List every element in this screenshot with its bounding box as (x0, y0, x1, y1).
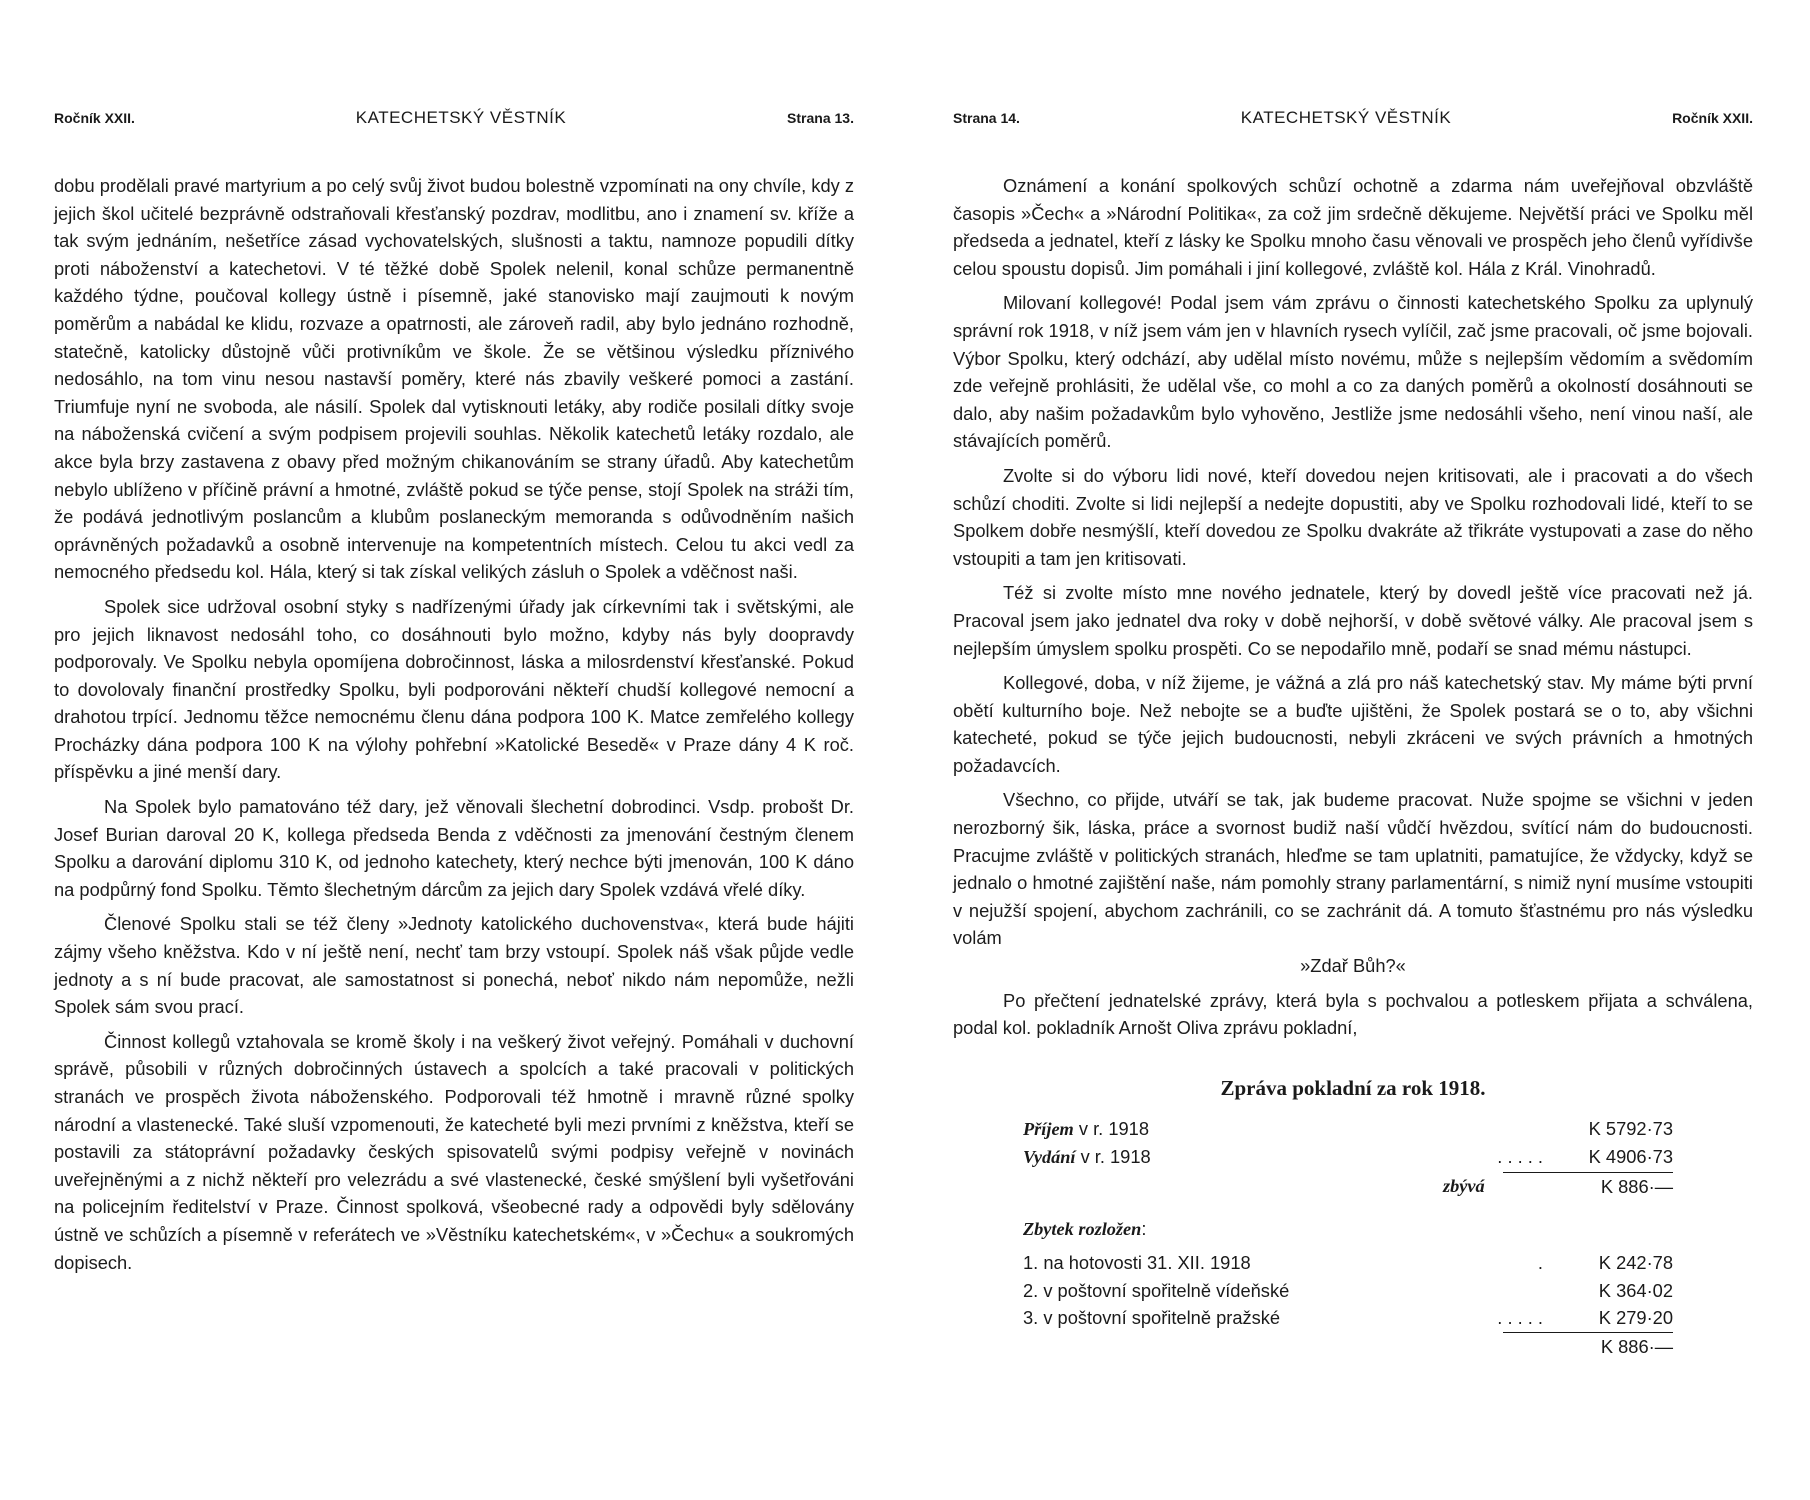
breakdown-row (1023, 1249, 1673, 1277)
header-page-number: Strana 14. (953, 110, 1020, 126)
header-volume: Ročník XXII. (1672, 110, 1753, 126)
breakdown-row (1023, 1277, 1673, 1305)
body-text (953, 172, 1753, 1042)
paragraph: Kollegové, doba, v níž žijeme, je vážná a zlá pro náš katechetský stav. My máme býti první obětí kulturního boje. Než nebojte se a buďte ujištěni, že Spolek postará se o to, aby všichni katecheté, pokud se týče jejich budoucnosti, nebyli zkráceni ve svých právních a hmotných požadavcích. (953, 672, 1753, 776)
remainder-label: zbývá (1443, 1176, 1485, 1196)
closing-greeting: »Zdař Bůh?« (1300, 955, 1406, 977)
leader-dots: . . . . . (1497, 1146, 1543, 1168)
expense-amount: K 4906·73 (1588, 1146, 1673, 1168)
page-header (953, 108, 1753, 130)
paragraph: Všechno, co přijde, utváří se tak, jak budeme pracovat. Nuže spojme se všichni v jeden nerozborný šik, láska, práce a svornost budiž naší vůdčí hvězdou, svítící nám do budoucnosti. Pracujme zvláště v politických stranách, hleďme se tam uplatniti, pamatujíce, že vždycky, když se jednalo o hmotné zajištění naše, nám pomohly strany parlamentární, s nimiž nyní musíme vstoupiti v nejužší spojení, abychom zachránili, co se zachránit dá. A tomuto šťastnému pro nás výsledku volám (953, 789, 1753, 949)
report-title: Zpráva pokladní za rok 1918. (1220, 1075, 1486, 1100)
breakdown-heading (1023, 1215, 1673, 1244)
paragraph: Na Spolek bylo pamatováno též dary, jež věnovali šlechetní dobrodinci. Vsdp. probošt Dr. Josef Burian daroval 20 K, kollega předseda Benda z vděčnosti za jmenování čestným členem Spolku a darování diplomu 310 K, od jednoho katechety, který nechce býti jmenován, 100 K dáno na podpůrný fond Spolku. Těmto šlechetným dárcům za jejich dary Spolek vzdává vřelé díky. (54, 796, 854, 900)
breakdown-item-text: 2. v poštovní spořitelně vídeňské (1023, 1279, 1290, 1301)
breakdown-item-text: 1. na hotovosti 31. XII. 1918 (1023, 1252, 1251, 1274)
expense-label-group (1023, 1143, 1151, 1172)
breakdown-label-group (1023, 1215, 1146, 1244)
breakdown-item-text: 3. v poštovní spořitelně pražské (1023, 1307, 1281, 1329)
expense-row (1023, 1143, 1673, 1172)
header-page-number: Strana 13. (787, 110, 854, 126)
expense-label: Vydání (1023, 1147, 1076, 1168)
breakdown-item-amount: K 242·78 (1598, 1252, 1673, 1274)
cash-report-table (1023, 1115, 1673, 1361)
breakdown-item-amount: K 364·02 (1598, 1279, 1673, 1301)
income-label-group (1023, 1115, 1149, 1144)
paragraph: dobu prodělali pravé martyrium a po celý svůj život budou bolestně vzpomínati na ony chvíle, kdy z jejich škol učitelé bezprávně odstraňovali křesťanský pozdrav, modlitbu, ano i znamení sv. kříže a tak svým jednáním, nešetříce zásad vychovatelských, slušnosti a taktu, namnoze popudili dítky proti náboženství a katechetovi. V té těžké době Spolek nelenil, konal schůze permanentně každého týdne, poučoval kollegy ústně i písemně, jaké stanovisko mají zaujmouti k novým poměrům a nabádal ke klidu, rozvaze a opatrnosti, ale zároveň radil, aby bylo jednáno rozhodně, statečně, katolicky důstojně vůči protivníkům ve škole. Že se většinou výsledku příznivého nedosáhlo, na tom vinu nesou nastavší poměry, které nás zbavily veškeré pomoci a zastání. Triumfuje nyní ne svoboda, ale násilí. Spolek dal vytisknouti letáky, aby rodiče posilali dítky svoje na náboženská cvičení a svým podpisem projevili souhlas. Několik katechetů letáky rozdalo, ale akce byla brzy zastavena z obavy před možným chikanováním se strany úřadů. Aby katechetům nebylo ublíženo v příčině právní a hmotné, zvláště pokud se týče pense, stojí Spolek na stráži tím, že podává jednotlivým poslancům a klubům poslaneckým memoranda s odůvodněním našich oprávněných požadavků a osobně intervenuje na kompetentních místech. Celou tu akci vedl za nemocného předsedu kol. Hála, který si tak získal velikých zásluh o Spolek a vděčnost naši. (54, 175, 854, 583)
breakdown-item-amount: K 279·20 (1598, 1307, 1673, 1329)
breakdown-row (1023, 1304, 1673, 1332)
remainder-amount: K 886·— (1600, 1176, 1673, 1197)
header-journal-title: KATECHETSKÝ VĚSTNÍK (355, 108, 567, 127)
paragraph: Též si zvolte místo mne nového jednatele, který by dovedl ještě více pracovati než já. Pracoval jsem jako jednatel dva roky v době nejhorší, v době světové války. Ale pracoval jsem s nejlepším úmyslem spolku prospěti. Co se nepodařilo mně, podaří se snad mému nástupci. (953, 582, 1753, 659)
income-row (1023, 1115, 1673, 1144)
paragraph: Činnost kollegů vztahovala se kromě školy i na veškerý život veřejný. Pomáhali v duchovní správě, působili v různých dobročinných ústavech a spolcích a také pracovali v politických stranách ve prospěch života náboženského. Podporovali též hmotně i mravně různé spolky národní a vlastenecké. Také sluší vzpomenouti, že katecheté byli mezi prvními z kněžstva, kteří se postavili za státoprávní požadavky českých spisovatelů svými podpisy veřejně v novinách uveřejněnými a z nichž někteří pro velezrádu a své vlastenecké, české smýšlení byli vyšetřováni na policejním ředitelství v Praze. Činnost spolková, všeobecné rady a odpovědi byly sdělovány ústně ve schůzích a písemně v referátech ve »Věstníku katechetském«, v »Čechu« a soukromých dopisech. (54, 1030, 854, 1273)
total-amount: K 886·— (1600, 1335, 1673, 1357)
paragraph: Členové Spolku stali se též členy »Jednoty katolického duchovenstva«, která bude hájiti zájmy všeho kněžstva. Kdo v ní ještě není, nechť tam brzy vstoupí. Spolek náš však půjde vedle jednoty a s ní bude pracovat, ale samostatnost si ponechá, neboť nikdo nám nepomůže, nežli Spolek sám svou prací. (54, 913, 854, 1018)
income-amount: K 5792·73 (1588, 1117, 1673, 1139)
paragraph: Milovaní kollegové! Podal jsem vám zprávu o činnosti katechetského Spolku za uplynulý správní rok 1918, v níž jsem vám jen v hlavních rysech vylíčil, zač jsme pracovali, oč jsme bojovali. Výbor Spolku, který odchází, aby udělal místo novému, může s nejlepším vědomím a svědomím zde veřejně prohlásiti, že udělal vše, co mohl a co za daných poměrů a okolností dosáhnouti se dalo, aby našim požadavkům bylo vyhověno, Jestliže jsme nedosáhli všeho, není vinou naší, ale stávajících poměrů. (953, 292, 1753, 452)
paragraph: Po přečtení jednatelské zprávy, která byla s pochvalou a potleskem přijata a schválena, podal kol. pokladník Arnošt Oliva zprávu pokladní, (953, 989, 1753, 1039)
breakdown-colon: : (1141, 1217, 1147, 1239)
header-journal-title: KATECHETSKÝ VĚSTNÍK (1240, 108, 1452, 127)
leader-dots: . (1537, 1252, 1543, 1274)
breakdown-label: Zbytek rozložen (1023, 1218, 1142, 1239)
paragraph: Zvolte si do výboru lidi nové, kteří dovedou nejen kritisovati, ale i pracovati a do všech schůzí choditi. Zvolte si lidi nejlepší a nedejte dopustiti, aby ve Spolku rozhodovali lidé, kteří to se Spolkem dobře nesmýšlí, kteří dovedou ze Spolku dvakráte až třikráte vystupovati a zase do něho vstoupiti a tam jen kritisovati. (953, 464, 1753, 569)
total-row (1023, 1333, 1673, 1361)
expense-year: v r. 1918 (1075, 1146, 1151, 1168)
header-volume: Ročník XXII. (54, 110, 135, 126)
page-header (54, 108, 854, 130)
left-page (54, 108, 854, 1276)
leader-dots (1289, 1277, 1543, 1305)
paragraph: Oznámení a konání spolkových schůzí ochotně a zdarma nám uveřejňoval obzvláště časopis »Čech« a »Národní Politika«, za což jim srdečně děkujeme. Největší práci ve Spolku měl předseda a jednatel, kteří z lásky ke Spolku mnoho času věnovali ve prospěch jeho členů vyřídivše celou spoustu dopisů. Jim pomáhali i jiní kollegové, zvláště kol. Hála z Král. Vinohradů. (953, 175, 1753, 279)
income-label: Příjem (1023, 1118, 1074, 1139)
right-page (953, 108, 1753, 1361)
income-year: v r. 1918 (1073, 1117, 1149, 1139)
paragraph: Spolek sice udržoval osobní styky s nadřízenými úřady jak církevními tak i světskými, ale pro jejich liknavost nedosáhl toho, co dosáhnouti bylo možno, kdyby nás byly doopravdy podporovaly. Ve Spolku nebyla opomíjena dobročinnost, láska a milosrdenství křesťanské. Pokud to dovolovaly finanční prostředky Spolku, byli podporováni někteří chudší kollegové nemocní a drahotou trpící. Jednomu těžce nemocnému členu dána podpora 100 K. Matce zemřelého kollegy Procházky dána podpora 100 K na výlohy pohřební »Katolické Besedě« v Praze dány 4 K roč. příspěvku a jiné menší dary. (54, 595, 854, 783)
leader-dots: . . . . . (1497, 1307, 1543, 1329)
body-text (54, 172, 854, 1276)
remainder-row (1023, 1173, 1673, 1201)
